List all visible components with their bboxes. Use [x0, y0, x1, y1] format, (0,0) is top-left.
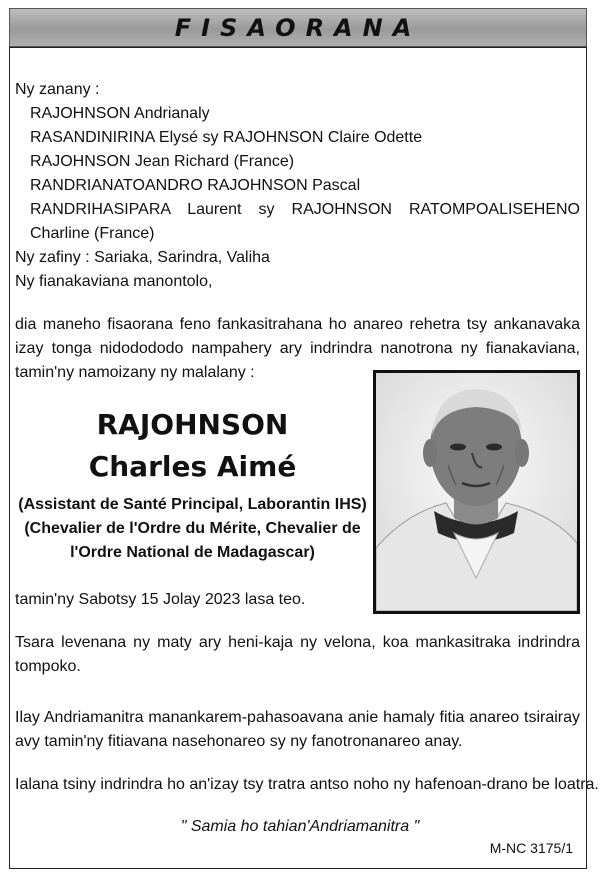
paragraph-apology: Ialana tsiny indrindra ho an'izay tsy tratra antso noho ny hafenoan-drano be loatra.: [15, 776, 599, 793]
portrait-photo: [373, 370, 580, 614]
child-4: RANDRIANATOANDRO RAJOHNSON Pascal: [30, 177, 361, 194]
deceased-title-3: l'Ordre National de Madagascar): [70, 544, 315, 561]
child-3: RAJOHNSON Jean Richard (France): [30, 153, 295, 170]
banner-title: FISAORANA: [174, 13, 422, 42]
paragraph-blessing: Ilay Andriamanitra manankarem-pahasoavana anie hamaly fitia anareo tsirairay avy tamin'ny fitiavana nasehonareo sy ny fanotronanareo anay.: [15, 709, 580, 750]
paragraph-burial: Tsara levenana ny maty ary heni-kaja ny velona, koa mankasitraka indrindra tompoko.: [15, 634, 580, 675]
children-label: Ny zanany :: [15, 81, 100, 98]
child-5-continued: Charline (France): [30, 225, 155, 242]
deceased-surname: RAJOHNSON: [96, 408, 289, 441]
intro-paragraph: dia maneho fisaorana feno fankasitrahana ho anareo rehetra tsy ankanavaka izay tonga nidodododo nampahery ary indrindra nanotrona ny fianakaviana, tamin'ny namoizany ny malalany :: [15, 316, 580, 381]
deceased-title-1: (Assistant de Santé Principal, Laborantin IHS): [18, 496, 367, 513]
child-5: RANDRIHASIPARA Laurent sy RAJOHNSON RATOMPOALISEHENO: [30, 201, 580, 218]
child-1: RAJOHNSON Andrianaly: [30, 105, 210, 122]
date-line: tamin'ny Sabotsy 15 Jolay 2023 lasa teo.: [15, 591, 306, 608]
deceased-given-names: Charles Aimé: [88, 450, 297, 483]
reference-code: M-NC 3175/1: [489, 840, 573, 856]
child-2: RASANDINIRINA Elysé sy RAJOHNSON Claire Odette: [30, 129, 423, 146]
closing-quote: " Samia ho tahian'Andriamanitra ": [180, 818, 420, 835]
deceased-title-2: (Chevalier de l'Ordre du Mérite, Chevalier de: [24, 520, 361, 537]
portrait-illustration: [376, 373, 577, 611]
grandchildren-line: Ny zafiny : Sariaka, Sarindra, Valiha: [15, 249, 270, 266]
extended-family-line: Ny fianakaviana manontolo,: [15, 273, 213, 290]
banner: [9, 8, 587, 47]
